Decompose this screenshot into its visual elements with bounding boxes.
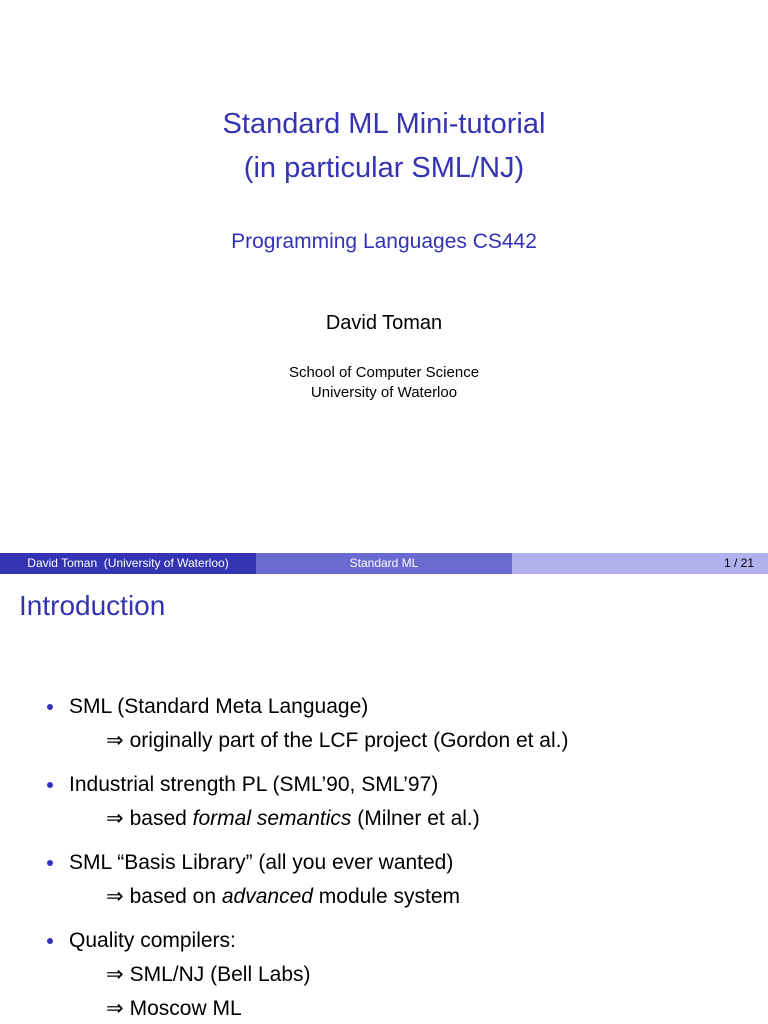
sub-point-emphasis: advanced (221, 885, 313, 908)
title-line-2: (in particular SML/NJ) (243, 152, 525, 184)
bullet-text: Industrial strength PL (SML’90, SML’97) (69, 773, 439, 796)
sub-point (0, 802, 768, 836)
sub-point (0, 958, 768, 992)
bullet-list (0, 690, 768, 1024)
bullet-text: SML “Basis Library” (all you ever wanted) (69, 851, 454, 874)
sub-point (0, 724, 768, 758)
presentation-subtitle: Programming Languages CS442 (231, 230, 537, 253)
bullet-item (0, 924, 768, 1024)
implies-arrow-icon: ⇒ (106, 885, 124, 908)
presentation-title (0, 102, 768, 190)
bullet-text: Quality compilers: (69, 929, 236, 952)
bullet-dot-icon (47, 782, 53, 788)
author-name: David Toman (325, 312, 443, 334)
title-line-1: Standard ML Mini-tutorial (222, 108, 546, 140)
slide-title: Introduction (19, 590, 166, 621)
slide-footer (0, 553, 768, 574)
sub-point-text: originally part of the LCF project (Gordon et al.) (129, 729, 569, 752)
bullet-dot-icon (47, 704, 53, 710)
footer-author: David Toman (University of Waterloo) (0, 553, 256, 574)
sub-point-text-tail: (Milner et al.) (351, 807, 480, 830)
bullet-row (0, 690, 768, 724)
sub-point-emphasis: formal semantics (192, 807, 352, 830)
bullet-item (0, 846, 768, 914)
sub-point-text: SML/NJ (Bell Labs) (129, 963, 311, 986)
implies-arrow-icon: ⇒ (106, 963, 124, 986)
sub-point-text: based (129, 807, 193, 830)
bullet-row (0, 924, 768, 958)
footer-page-number: 1 / 21 (512, 553, 768, 574)
sub-point-text: Moscow ML (129, 997, 242, 1020)
institute-line-2: University of Waterloo (310, 384, 458, 401)
footer-title: Standard ML (256, 553, 512, 574)
sub-point (0, 992, 768, 1024)
bullet-text: SML (Standard Meta Language) (69, 695, 369, 718)
implies-arrow-icon: ⇒ (106, 729, 124, 752)
sub-point-text: based on (129, 885, 222, 908)
bullet-item (0, 768, 768, 836)
sub-point-text-tail: module system (312, 885, 460, 908)
bullet-dot-icon (47, 860, 53, 866)
bullet-row (0, 846, 768, 880)
implies-arrow-icon: ⇒ (106, 997, 124, 1020)
bullet-item (0, 690, 768, 758)
institute-line-1: School of Computer Science (288, 364, 480, 381)
bullet-dot-icon (47, 938, 53, 944)
institute (0, 363, 768, 403)
sub-point (0, 880, 768, 914)
implies-arrow-icon: ⇒ (106, 807, 124, 830)
bullet-row (0, 768, 768, 802)
